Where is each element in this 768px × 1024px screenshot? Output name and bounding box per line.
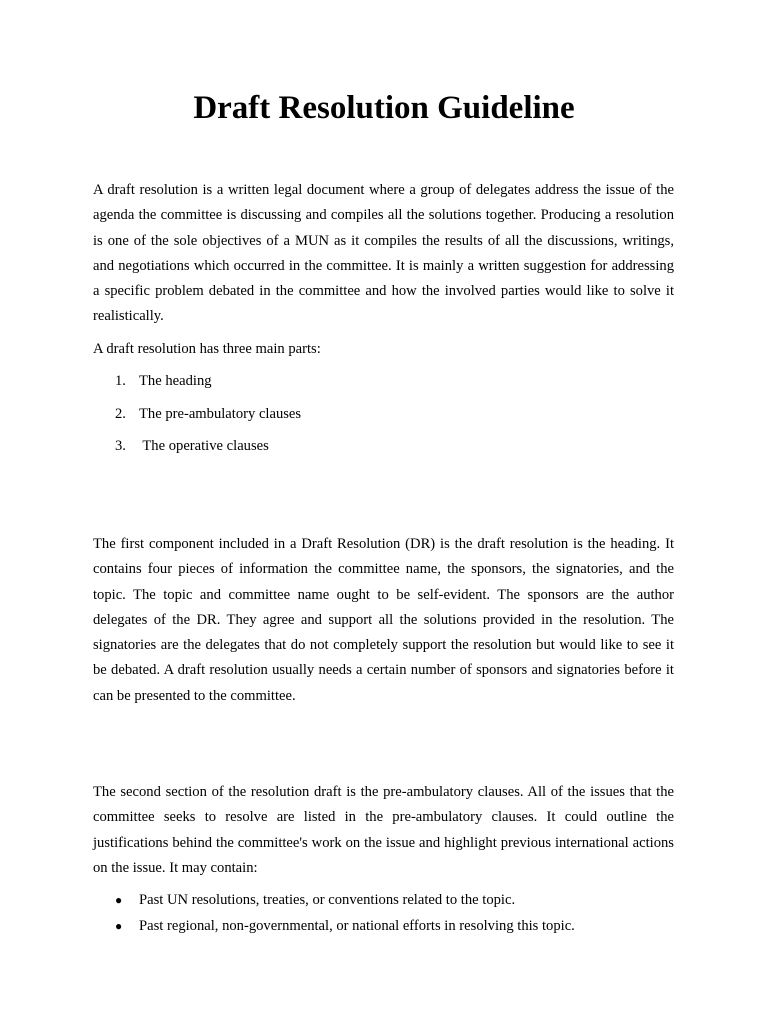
heading-paragraph: The first component included in a Draft Resolution (DR) is the draft resolution is the heading. It contains four pieces of information the committee name, the sponsors, the signatories, and the topic. The topic and committee name ought to be self-evident. The sponsors are the author delegates of the DR. They agree and support all the solutions provided in the resolution. The signatories are the delegates that do not completely support the resolution but would like to see it be debated. A draft resolution usually needs a certain number of sponsors and signatories before it can be presented to the committee. (93, 536, 674, 704)
list-item (93, 434, 674, 467)
list-item-label: The operative clauses (139, 438, 269, 454)
list-item-label: The heading (139, 373, 212, 389)
list-item-number: 3. (115, 438, 126, 454)
bullet-item-text: Past regional, non-governmental, or national efforts in resolving this topic. (139, 918, 575, 934)
preambulatory-paragraph: The second section of the resolution draft is the pre-ambulatory clauses. All of the issues that the committee seeks to resolve are listed in the pre-ambulatory clauses. It could outline the justifications behind the committee's work on the issue and highlight previous international actions on the issue. It may contain: (93, 784, 674, 876)
parts-lead-text: A draft resolution has three main parts: (93, 341, 321, 357)
list-item-number: 2. (115, 405, 126, 422)
bullet-list (93, 888, 693, 940)
intro-paragraph: A draft resolution is a written legal document where a group of delegates address the issue of the agenda the committee is discussing and compiles all the solutions together. Producing a resolution is one of the sole objectives of a MUN as it compiles the results of all the discussions, writings, and negotiations which occurred in the committee. It is mainly a written suggestion for addressing a specific problem debated in the committee and how the involved parties would like to solve it realistically. (93, 182, 674, 325)
list-item (93, 914, 693, 940)
list-item (93, 369, 674, 402)
page-title: Draft Resolution Guideline (193, 90, 575, 126)
bullet-icon: ● (115, 893, 123, 907)
list-item-number: 1. (115, 373, 126, 389)
bullet-item-text: Past UN resolutions, treaties, or conventions related to the topic. (139, 892, 516, 908)
list-item (93, 402, 674, 435)
bullet-icon: ● (115, 919, 123, 933)
list-item (93, 888, 693, 914)
list-item-label: The pre-ambulatory clauses (139, 405, 302, 422)
parts-list (93, 369, 674, 467)
